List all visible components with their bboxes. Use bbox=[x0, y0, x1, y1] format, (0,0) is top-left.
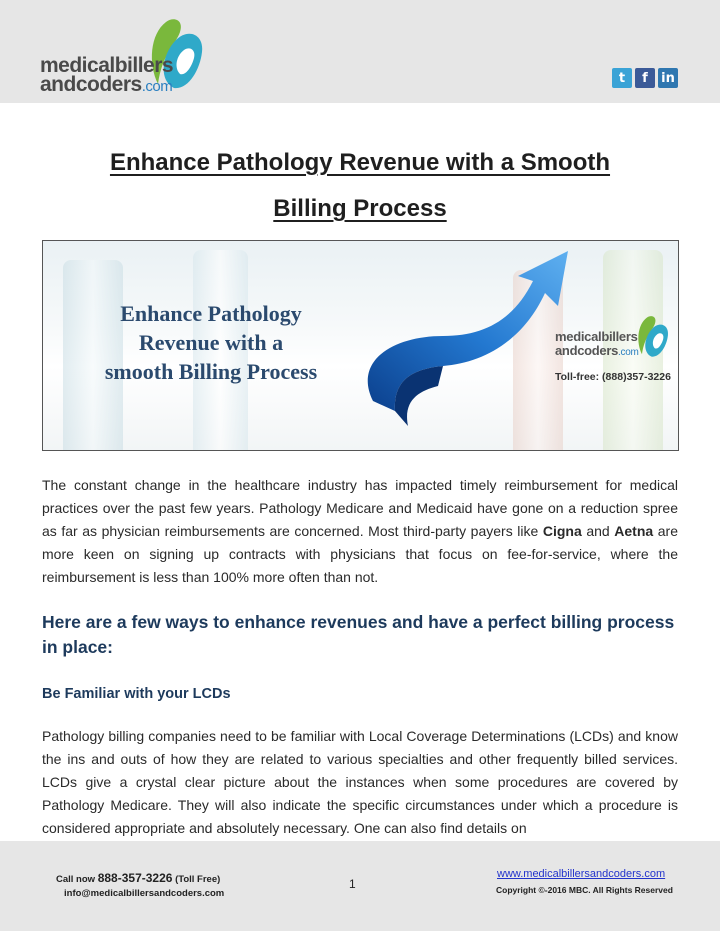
banner-phone: Toll-free: (888)357-3226 bbox=[555, 371, 671, 383]
twitter-icon[interactable]: t bbox=[612, 68, 632, 88]
growth-arrow-icon bbox=[333, 241, 573, 451]
hero-banner bbox=[42, 240, 679, 451]
banner-logo-mark-icon bbox=[633, 313, 671, 359]
banner-headline-line2: Revenue with a bbox=[138, 330, 284, 355]
banner-headline-line3: smooth Billing Process bbox=[104, 359, 318, 384]
banner-logo-line2 bbox=[555, 343, 639, 358]
banner-logo-line1: medicalbillers bbox=[555, 329, 638, 344]
footer-email[interactable]: info@medicalbillersandcoders.com bbox=[64, 888, 225, 899]
linkedin-icon[interactable]: in bbox=[658, 68, 678, 88]
intro-text-and: and bbox=[581, 523, 615, 539]
title-line1: Enhance Pathology Revenue with a Smooth bbox=[109, 149, 611, 176]
site-logo[interactable] bbox=[40, 14, 205, 94]
footer-phone[interactable]: 888-357-3226 bbox=[97, 871, 173, 885]
logo-text-line2 bbox=[40, 73, 172, 97]
footer-contact bbox=[56, 871, 220, 885]
title-line2: Billing Process bbox=[273, 195, 447, 222]
page-number: 1 bbox=[349, 877, 356, 891]
payer-aetna: Aetna bbox=[614, 523, 654, 539]
social-links bbox=[612, 68, 678, 88]
lcd-paragraph: Pathology billing companies need to be familiar with Local Coverage Determinations (LCDs) and know the ins and outs of how they are related to various specialties and other frequently billed services. LCDs give a crystal clear picture about the instances when some procedures are covered by Pathology Medicare. They will also indicate the specific circumstances under which a procedure is considered appropriate and absolutely necessary. One can also find details on bbox=[42, 728, 678, 836]
intro-text-part1: The constant change in the healthcare industry has impacted timely reimbursement for medical practices over the past few years. Pathology Medicare and Medicaid have gone on a reduction spree as far as physician reimbursements are concerned. Most third-party payers like bbox=[42, 477, 678, 539]
section-heading: Here are a few ways to enhance revenues and have a perfect billing process in place: bbox=[42, 612, 675, 657]
banner-headline bbox=[71, 299, 351, 386]
footer-website-link[interactable]: www.medicalbillersandcoders.com bbox=[497, 868, 666, 880]
banner-headline-line1: Enhance Pathology bbox=[120, 301, 302, 326]
banner-logo bbox=[555, 313, 670, 363]
facebook-icon[interactable]: f bbox=[635, 68, 655, 88]
subsection-heading: Be Familiar with your LCDs bbox=[42, 686, 231, 702]
footer-call-label: Call now bbox=[56, 874, 98, 885]
logo-text-andcoders: andcoders bbox=[40, 73, 142, 96]
footer-copyright: Copyright ©-2016 MBC. All Rights Reserved bbox=[496, 885, 673, 895]
intro-paragraph bbox=[42, 474, 678, 589]
page-footer bbox=[0, 841, 720, 931]
logo-text-com: .com bbox=[141, 78, 173, 95]
banner-logo-com: .com bbox=[618, 347, 639, 358]
banner-logo-andcoders: andcoders bbox=[555, 343, 619, 358]
logo-text-line1: medicalbillers bbox=[40, 54, 174, 77]
payer-cigna: Cigna bbox=[542, 523, 582, 539]
page-title bbox=[40, 140, 680, 232]
intro-text-part2: are more keen on signing up contracts with physicians that focus on fee-for-service, where the reimbursement is less than 100% more often than not. bbox=[42, 523, 678, 585]
page-header bbox=[0, 0, 720, 103]
footer-toll-free: (Toll Free) bbox=[172, 874, 221, 885]
